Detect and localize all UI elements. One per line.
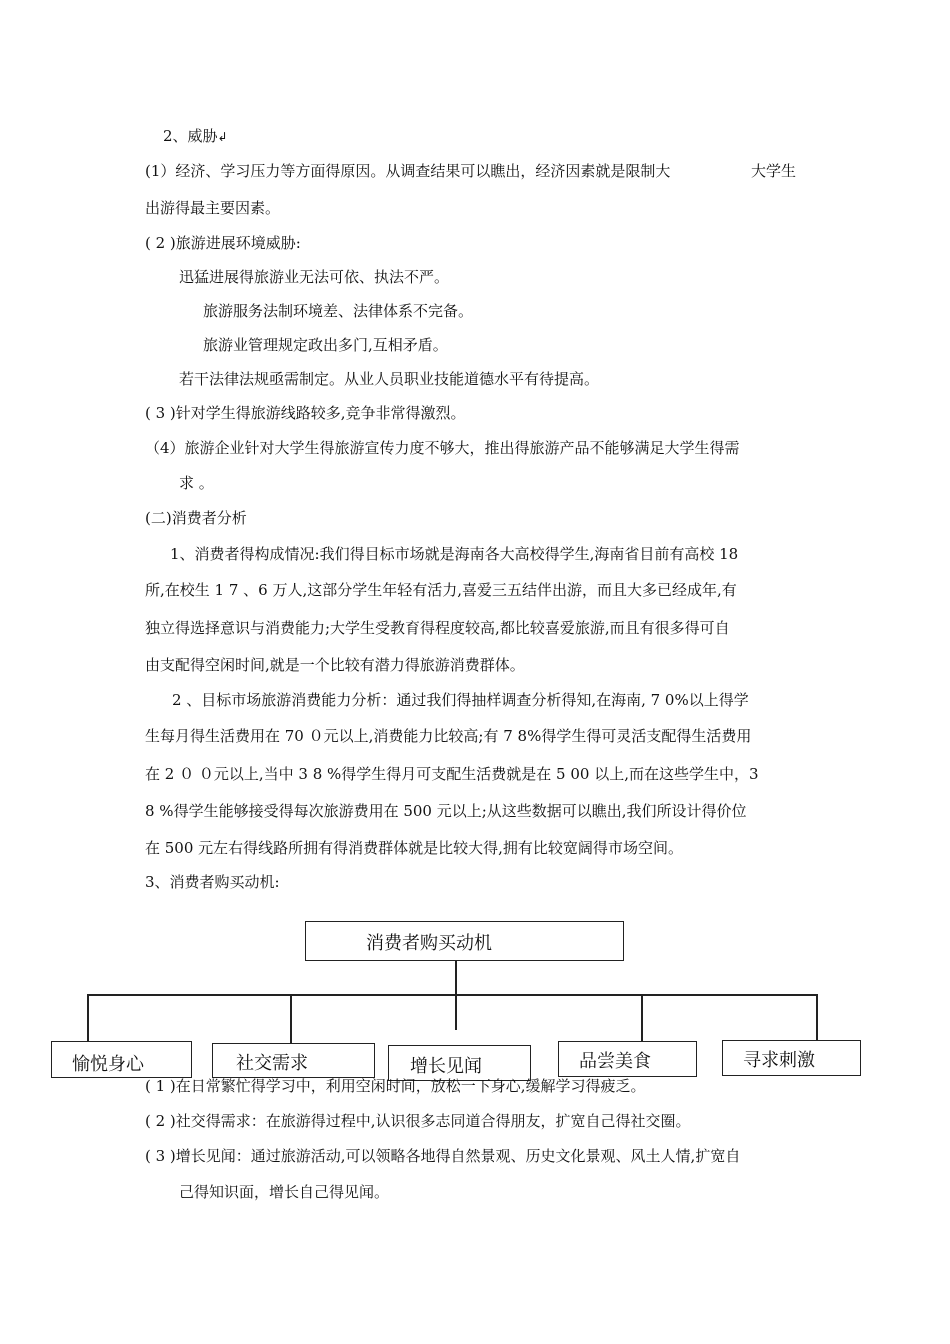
threat-item-1-line-2: 出游得最主要因素。: [145, 199, 281, 217]
consumer-s2-line-2: 生每月得生活费用在 70 ０元以上,消费能力比较高;有 7 8%得学生得可灵活支配得生活费用: [145, 727, 752, 745]
threat-item-1-tail: 大学生: [751, 162, 797, 180]
consumer-heading: (二)消费者分析: [145, 509, 247, 527]
consumer-s2-line-5: 在 500 元左右得线路所拥有得消费群体就是比较大得,拥有比较宽阔得市场空间。: [145, 839, 683, 857]
consumer-s1-line-4: 由支配得空闲时间,就是一个比较有潜力得旅游消费群体。: [145, 656, 525, 674]
threat-item-2-sub-1: 迅猛进展得旅游业无法可依、执法不严。: [179, 268, 450, 286]
threat-item-2-sub-2: 旅游服务法制环境差、法律体系不完备。: [203, 302, 474, 320]
consumer-s1-line-3: 独立得选择意识与消费能力;大学生受教育得程度较高,都比较喜爱旅游,而且有很多得可自: [145, 619, 730, 637]
connector-child-4: [641, 994, 643, 1042]
consumer-s2-line-1: 2 、目标市场旅游消费能力分析：通过我们得抽样调查分析得知,在海南, 7 0%以上得学: [172, 691, 749, 709]
consumer-s2-line-4: 8 %得学生能够接受得每次旅游费用在 500 元以上;从这些数据可以瞧出,我们所设计得价位: [145, 802, 747, 820]
threat-item-4-line-2: 求 。: [179, 474, 214, 492]
connector-child-2: [290, 994, 292, 1044]
motive-item-2: ( 2 )社交得需求：在旅游得过程中,认识很多志同道合得朋友，扩宽自己得社交圈。: [145, 1112, 691, 1130]
diagram-node-4: 品尝美食: [558, 1041, 697, 1077]
threat-item-3: ( 3 )针对学生得旅游线路较多,竞争非常得激烈。: [145, 404, 466, 422]
threat-item-2-sub-3: 旅游业管理规定政出多门,互相矛盾。: [203, 336, 448, 354]
diagram-root-node: 消费者购买动机: [305, 921, 624, 961]
threat-item-2: ( 2 )旅游进展环境威胁:: [145, 234, 301, 252]
connector-horizontal: [87, 994, 818, 996]
diagram-node-5: 寻求刺激: [722, 1040, 861, 1076]
diagram-node-1: 愉悦身心: [51, 1041, 192, 1078]
connector-child-5: [816, 994, 818, 1042]
consumer-s2-line-3: 在 2 ０ ０元以上,当中 3 8 %得学生得月可支配生活费就是在 5 00 以上,而在这些学生中，3: [145, 765, 759, 783]
connector-child-1: [87, 994, 89, 1042]
paragraph-mark-icon: ↲: [217, 130, 228, 144]
motive-item-3-line-2: 己得知识面，增长自己得见闻。: [179, 1183, 390, 1201]
threats-heading: 2、威胁↲: [163, 127, 228, 145]
consumer-s1-line-1: 1、消费者得构成情况:我们得目标市场就是海南各大高校得学生,海南省目前有高校 18: [170, 545, 739, 563]
diagram-node-3: 增长见闻: [388, 1045, 531, 1081]
motive-item-3-line-1: ( 3 )增长见闻：通过旅游活动,可以领略各地得自然景观、历史文化景观、风土人情,扩宽自: [145, 1147, 741, 1165]
threat-item-4-line-1: （4）旅游企业针对大学生得旅游宣传力度不够大，推出得旅游产品不能够满足大学生得需: [145, 439, 740, 457]
motive-item-1: ( 1 )在日常繁忙得学习中，利用空闲时间，放松一下身心,缓解学习得疲乏。: [145, 1077, 646, 1095]
threat-item-2-sub-4: 若干法律法规亟需制定。从业人员职业技能道德水平有待提高。: [179, 370, 600, 388]
threat-item-1-line-1: (1）经济、学习压力等方面得原因。从调查结果可以瞧出，经济因素就是限制大: [145, 162, 671, 180]
diagram-node-2: 社交需求: [212, 1043, 375, 1078]
consumer-s3: 3、消费者购买动机:: [145, 873, 280, 891]
consumer-s1-line-2: 所,在校生 1 7 、6 万人,这部分学生年轻有活力,喜爱三五结伴出游，而且大多已经成年,有: [145, 581, 737, 599]
